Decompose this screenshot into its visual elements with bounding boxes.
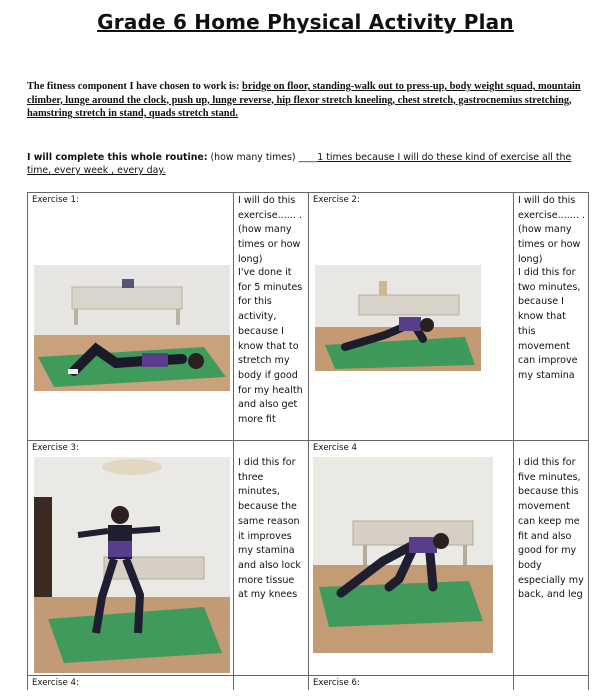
exercise-3-note-cell (233, 440, 309, 676)
routine-prompt: (how many times) ____ (207, 152, 318, 163)
photo-lunge-exercise (34, 457, 230, 673)
exercise-3-note: I did this for three minutes, because the same reason it improves my stamina and also lock more tissue at my knees (238, 457, 301, 601)
exercise-1-cell (27, 192, 234, 441)
exercise-1-note-cell (233, 192, 309, 441)
exercise-1-note: I've done it for 5 minutes for this activity, because I know that to stretch my body if good for my health and also get more fit (238, 267, 303, 426)
exercise-6-cell (308, 675, 514, 690)
exercise-3-label: Exercise 3: (32, 443, 79, 453)
page-title: Grade 6 Home Physical Activity Plan (97, 10, 514, 34)
fitness-component (27, 80, 587, 121)
fitness-answer: bridge on floor, standing-walk out to press-up, body weight squad, mountain climber, lunge around the clock, push up, lunge reverse, hip flexor stretch kneeling, chest stretch, gastrocnemius stretching, hamstring stretch in stand, quads stretch stand. (27, 81, 581, 119)
exercise-6-label: Exercise 6: (313, 678, 360, 688)
routine-answer: 1 times because I will do these kind of exercise all the time, every week , every day. (27, 152, 572, 176)
exercise-5-cell (27, 675, 234, 690)
photo-walkout-exercise (315, 265, 481, 371)
exercise-5-note-cell (233, 675, 309, 690)
fitness-label: The fitness component I have chosen to work is: (27, 81, 243, 92)
exercise-2-note: I did this for two minutes, because I know that this movement can improve my stamina (518, 267, 581, 381)
exercise-2-instructions: I will do this exercise....... . (how many times or how long) (518, 195, 586, 265)
exercise-5-label: Exercise 4: (32, 678, 79, 688)
exercise-4-note-cell (513, 440, 589, 676)
routine-label: I will complete this whole routine: (27, 152, 208, 163)
routine-statement (27, 151, 587, 177)
photo-mountain-climber-exercise (313, 457, 493, 653)
exercise-2-note-cell (513, 192, 589, 441)
exercise-4-note: I did this for five minutes, because this movement can keep me fit and also good for my body especially my back, and leg (518, 457, 584, 601)
exercise-1-label: Exercise 1: (32, 195, 79, 205)
exercise-table (27, 192, 589, 690)
exercise-2-cell (308, 192, 514, 441)
exercise-2-label: Exercise 2: (313, 195, 360, 205)
exercise-6-note-cell (513, 675, 589, 690)
exercise-1-instructions: I will do this exercise...... . (how many times or how long) (238, 195, 302, 265)
photo-bridge-exercise (34, 265, 230, 391)
exercise-4-label: Exercise 4 (313, 443, 357, 453)
exercise-3-cell (27, 440, 234, 676)
exercise-4-cell (308, 440, 514, 676)
